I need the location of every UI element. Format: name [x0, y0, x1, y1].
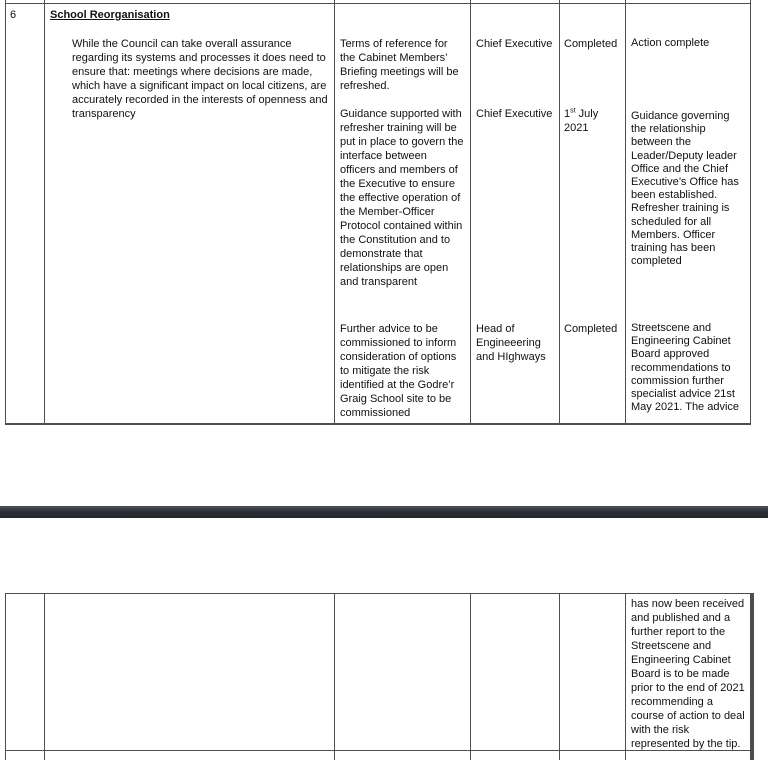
target-date: Completed	[564, 323, 618, 335]
issue-text: While the Council can take overall assurance regarding its systems and processes it does need to ensure that: meetings where decisions are made, which have a significant impact on local citizens, are accurately recorded in the interests of openness and transparency	[72, 38, 328, 120]
partial-row-cell	[626, 0, 750, 3]
partial-row-cell	[560, 0, 625, 3]
audit-actions-table-continued	[5, 593, 754, 760]
cell-issue	[45, 4, 334, 423]
progress-text: Action complete	[631, 37, 710, 49]
partial-row-cell	[335, 0, 470, 3]
partial-row-cell	[626, 751, 750, 760]
ref-number: 6	[10, 9, 17, 21]
cell-issue-empty	[45, 594, 334, 750]
cell-progress-continued	[626, 594, 750, 750]
partial-row-cell	[335, 751, 470, 760]
issue-title: School Reorganisation	[50, 9, 170, 21]
partial-row-cell	[471, 0, 559, 3]
progress-text-continued: has now been received and published and a further report to the Streetscene and Engineering Cabinet Board is to be made prior to the end of 2021 recommending a course of action to deal with the risk represented by the tip.	[631, 598, 745, 750]
action-text: Guidance supported with refresher training will be put in place to govern the interface between officers and members of the Executive to ensure the effective operation of the Member-Officer Protocol contained within the Constitution and to demonstrate that relationships are open and transparent	[340, 108, 464, 288]
partial-row-cell	[6, 0, 44, 3]
partial-row-cell	[45, 0, 334, 3]
action-text: Further advice to be commissioned to inform consideration of options to mitigate the risk identified at the Godre’r Graig School site to be commissioned	[340, 323, 457, 419]
responsible-officer: Chief Executive	[476, 38, 553, 50]
partial-row-cell	[6, 751, 44, 760]
date-month-year: July 2021	[564, 108, 599, 134]
cell-responsible-empty	[471, 594, 559, 750]
partial-row-cell	[560, 751, 625, 760]
target-date	[564, 107, 623, 135]
page-break-band	[0, 506, 768, 518]
cell-ref-number-empty	[6, 594, 44, 750]
progress-text: Guidance governing the relationship between the Leader/Deputy leader Office and the Chief Executive’s Office has been established. Refresher training is scheduled for all Members. Officer training has been completed	[631, 110, 739, 268]
date-ordinal: st	[570, 107, 576, 115]
partial-row-cell	[471, 751, 559, 760]
responsible-officer: Head of Engineeering and HIghways	[476, 323, 546, 363]
cell-actions	[335, 4, 470, 423]
cell-target-date	[560, 4, 625, 423]
partial-row-cell	[45, 751, 334, 760]
continuation-table-clip	[5, 593, 754, 760]
cell-responsible	[471, 4, 559, 423]
date-day: 1	[564, 108, 571, 120]
cell-ref-number	[6, 4, 44, 423]
cell-actions-empty	[335, 594, 470, 750]
progress-text: Streetscene and Engineering Cabinet Board approved recommendations to commission further specialist advice 21st May 2021. The advice	[631, 322, 740, 414]
audit-actions-table	[5, 0, 751, 425]
target-date: Completed	[564, 38, 618, 50]
cell-progress	[626, 4, 750, 423]
responsible-officer: Chief Executive	[476, 108, 553, 120]
action-text: Terms of reference for the Cabinet Members’ Briefing meetings will be refreshed.	[340, 38, 459, 92]
cell-target-date-empty	[560, 594, 625, 750]
